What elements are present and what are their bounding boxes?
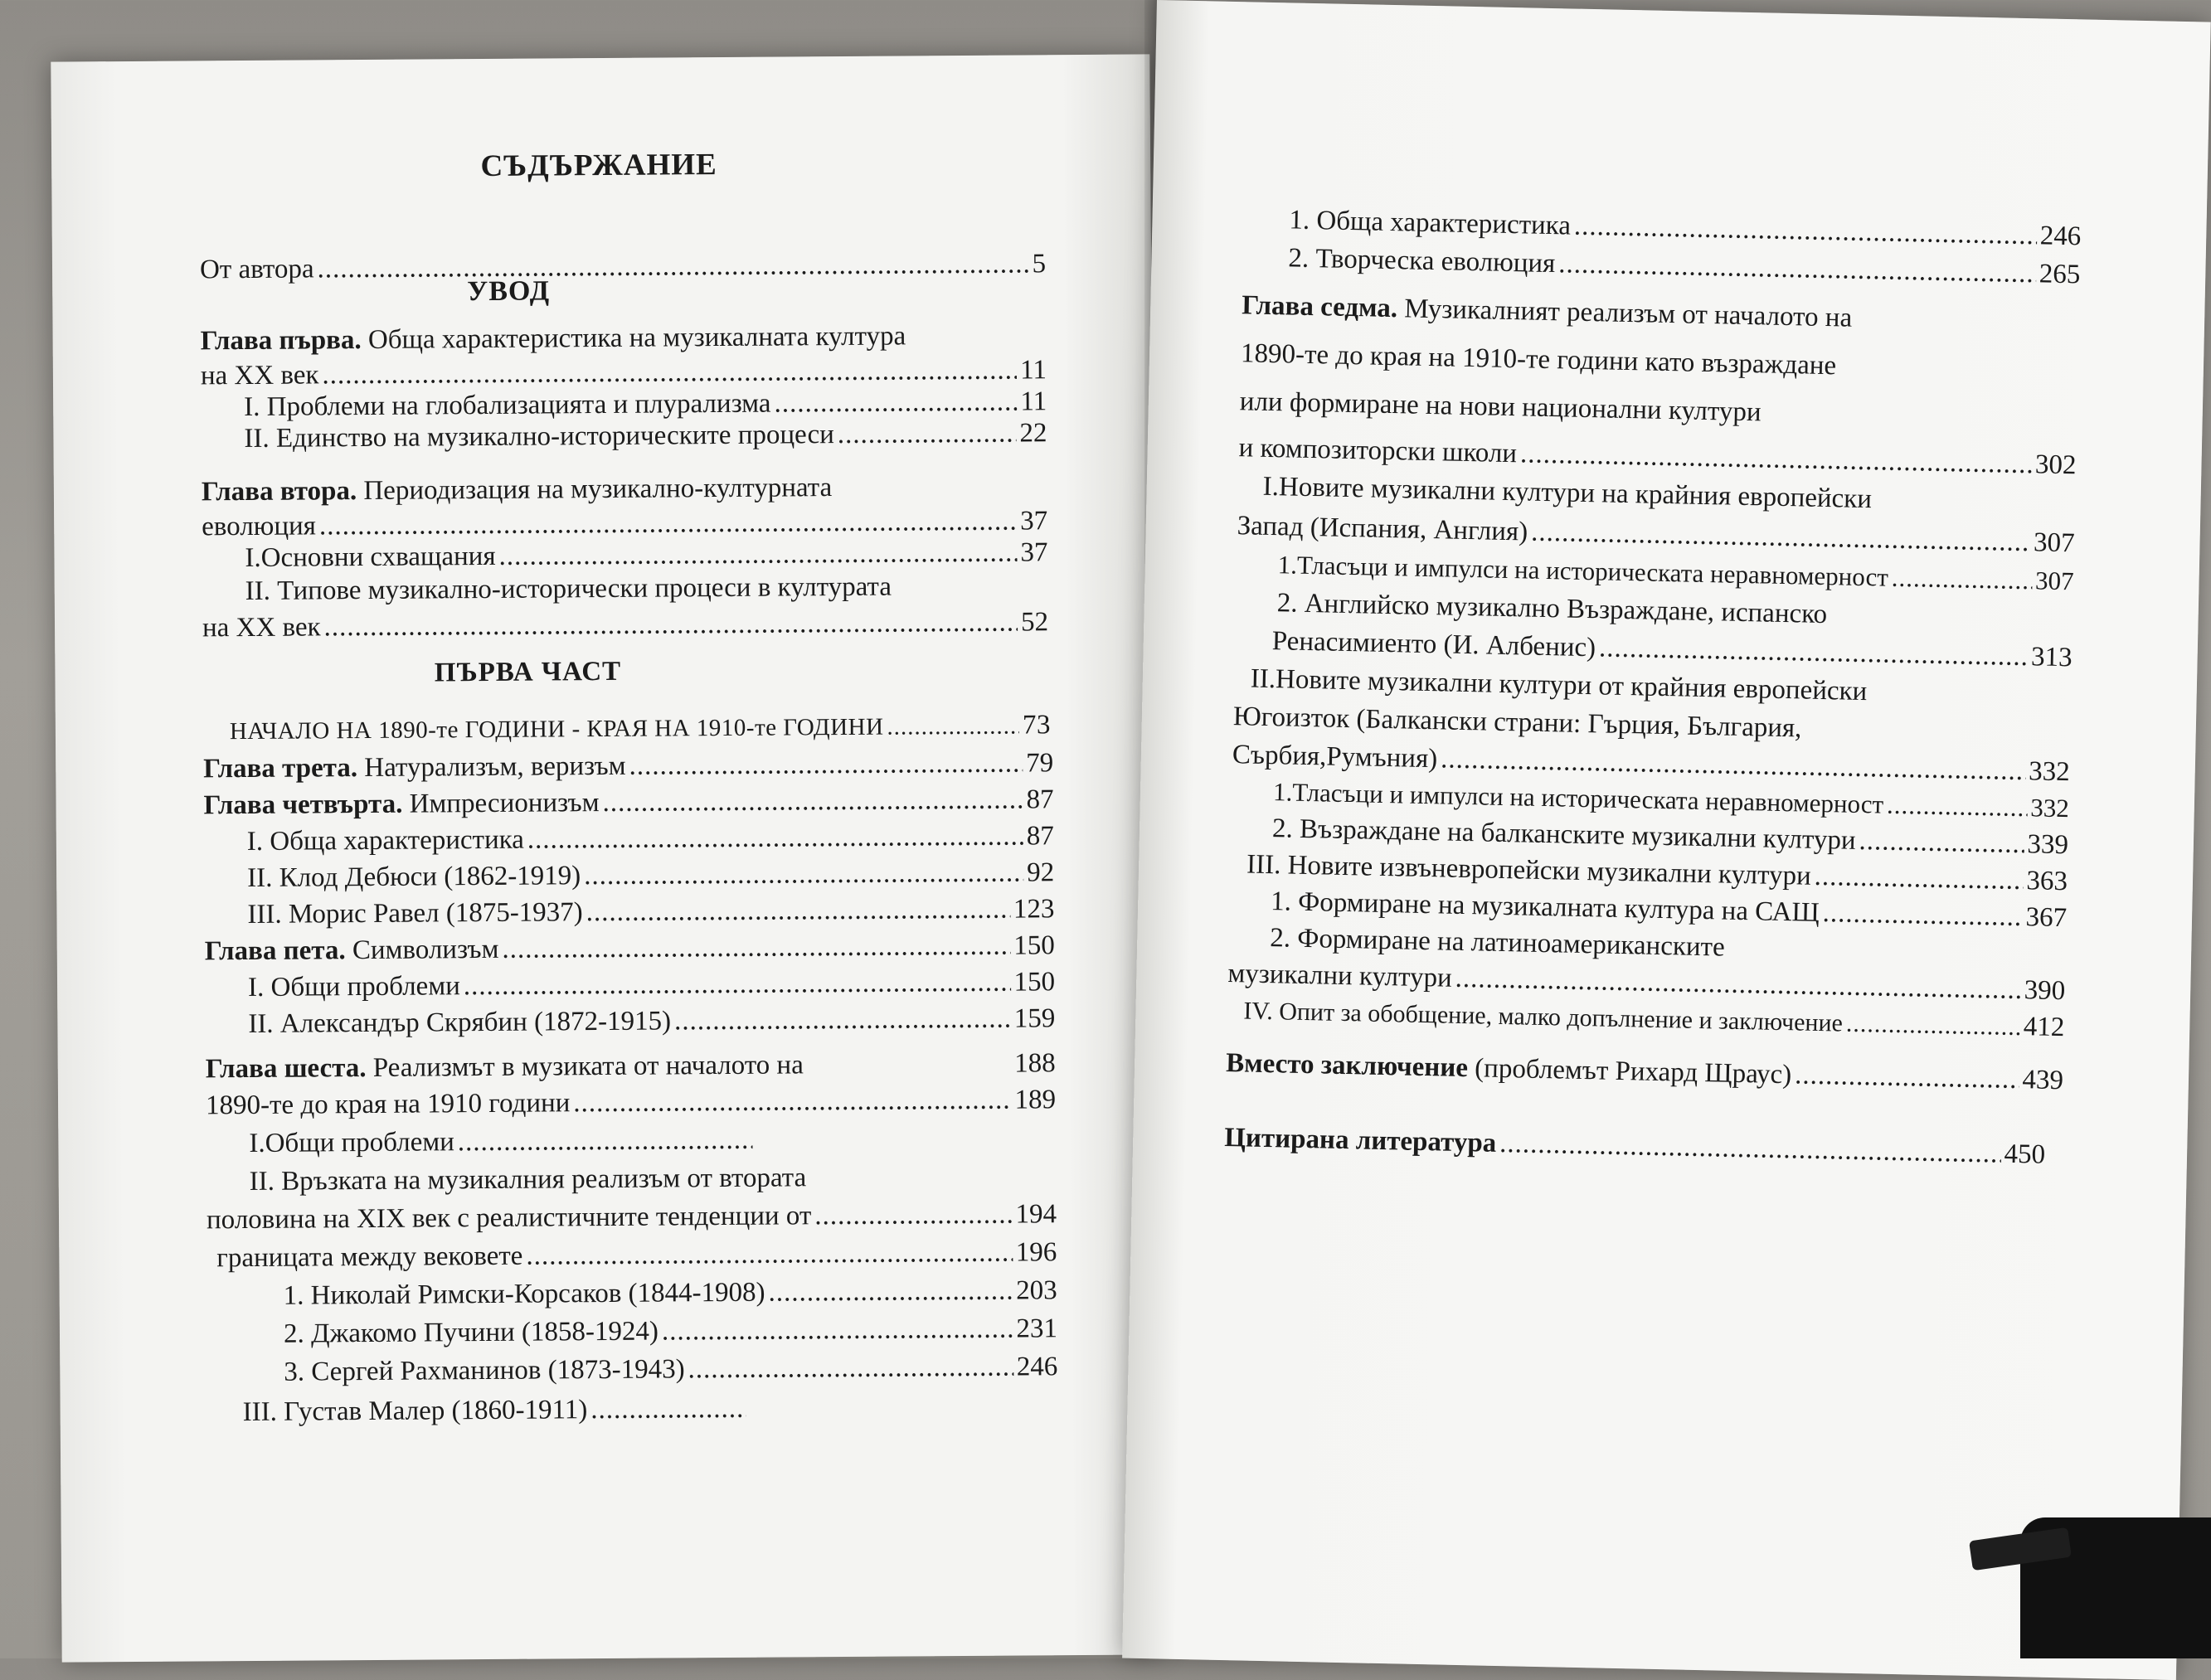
toc-entry <box>245 536 1047 575</box>
leader-dots <box>688 1351 1013 1386</box>
page-number: 412 <box>2023 1012 2065 1043</box>
chapter-label: Глава трета. <box>203 753 358 784</box>
leader-dots <box>464 966 1011 1003</box>
toc-entry-text: 1890-те до края на 1910-те години като възраждане <box>1240 338 1837 381</box>
leader-dots <box>674 1003 1011 1038</box>
toc-entry-text: I. Общи проблеми <box>247 971 460 1003</box>
toc-entry-text: 2. Английско музикално Възраждане, испанско <box>1276 588 1828 630</box>
toc-entry-text: Периодизация на музикално-културната <box>357 473 833 507</box>
toc-entry-text: От автора <box>199 254 314 285</box>
toc-entry <box>1270 921 1725 964</box>
leader-dots <box>527 819 1023 856</box>
toc-entry <box>248 1002 1055 1041</box>
toc-entry-text: Запад (Испания, Англия) <box>1237 511 1528 547</box>
page-number: 188 <box>1014 1048 1056 1079</box>
toc-entry-text: II. Типове музикално-исторически процеси в културата <box>245 571 892 607</box>
page-number: 52 <box>1020 607 1049 638</box>
toc-entry <box>1276 586 1827 631</box>
leader-dots <box>1574 210 2038 253</box>
toc-entry-text: 1. Формиране на музикалната култура на САЩ <box>1270 886 1820 928</box>
section-heading: УВОД <box>467 275 551 308</box>
chapter-label: Вместо заключение <box>1225 1048 1469 1084</box>
toc-entry-text: 1.Тласъци и импулси на историческата неравномерност <box>1272 777 1884 819</box>
toc-entry-text: I.Основни схващания <box>245 541 496 574</box>
toc-entry-text: I.Новите музикални култури на крайния европейски <box>1262 471 1873 515</box>
leader-dots <box>323 606 1018 644</box>
page-number: 246 <box>1016 1352 1058 1382</box>
leader-dots <box>498 537 1017 573</box>
leader-dots <box>1845 1008 2020 1044</box>
page-number: 265 <box>2038 259 2081 290</box>
toc-entry-text: I. Обща характеристика <box>246 824 524 857</box>
toc-entry-text: 1. Николай Римски-Корсаков (1844-1908) <box>283 1277 765 1311</box>
page-number: 307 <box>2033 527 2075 559</box>
toc-entry <box>284 1312 1057 1351</box>
toc-entry <box>206 1083 1056 1122</box>
leader-dots <box>1887 789 2028 825</box>
toc-entry-text: границата между вековете <box>216 1241 523 1274</box>
toc-entry-text: 1890-те до края на 1910 години <box>205 1088 571 1121</box>
leader-dots <box>1814 860 2024 897</box>
toc-entry <box>1262 470 1872 516</box>
leader-dots <box>1891 561 2032 598</box>
toc-entry <box>248 965 1055 1004</box>
toc-entry <box>1239 385 1762 429</box>
toc-entry-text: I. Проблеми на глобализацията и плурализма <box>244 388 771 423</box>
page-number: 159 <box>1013 1003 1056 1034</box>
chapter-label: Глава пета. <box>204 935 346 967</box>
toc-entry <box>1224 1121 2046 1172</box>
toc-entry <box>207 1197 1057 1236</box>
leader-dots <box>584 856 1023 892</box>
toc-entry <box>243 1391 790 1429</box>
toc-entry <box>202 605 1048 644</box>
toc-entry-text: III. Густав Малер (1860-1911) <box>242 1395 588 1428</box>
toc-entry <box>1250 663 1867 709</box>
leader-dots <box>1859 824 2024 861</box>
toc-entry-text <box>1224 1121 1497 1160</box>
toc-entry-text: I.Общи проблеми <box>249 1127 454 1159</box>
page-number: 150 <box>1013 967 1056 998</box>
toc-entry-title: Символизъм <box>345 934 499 966</box>
toc-entry <box>244 416 1047 455</box>
toc-entry-text <box>203 786 599 822</box>
toc-entry-text: половина на XIX век с реалистичните тенденции от <box>206 1201 812 1236</box>
toc-entry <box>1241 337 1837 382</box>
leader-dots <box>814 1198 1012 1233</box>
page-number: 363 <box>2026 866 2068 897</box>
toc-entry-text: еволюция <box>202 511 317 542</box>
toc-title: СЪДЪРЖАНИЕ <box>480 148 717 184</box>
toc-entry-text: на XX век <box>202 612 321 643</box>
chapter-label: Цитирана литература <box>1223 1123 1497 1158</box>
toc-entry-text: II. Александър Скрябин (1872-1915) <box>248 1006 672 1040</box>
leader-dots <box>629 746 1023 782</box>
toc-entry-text: II. Клод Дебюси (1862-1919) <box>247 861 581 894</box>
toc-entry-text: IV. Опит за обобщение, малко допълнение и заключение <box>1243 997 1844 1037</box>
toc-entry <box>203 783 1053 822</box>
toc-entry <box>200 319 906 357</box>
page-number: 313 <box>2030 642 2073 673</box>
toc-entry <box>216 1236 1057 1275</box>
toc-entry-text: II.Новите музикални култури от крайния европейски <box>1250 663 1868 707</box>
toc-entry <box>1226 1046 2064 1097</box>
page-number: 150 <box>1013 930 1055 961</box>
page-number: 302 <box>2034 449 2077 481</box>
leader-dots <box>887 710 1019 744</box>
left-page <box>51 54 1160 1662</box>
leader-dots <box>602 783 1023 819</box>
page-number: 87 <box>1026 821 1054 852</box>
page-number: 92 <box>1027 857 1055 888</box>
toc-entry <box>249 1123 796 1160</box>
toc-entry <box>202 471 833 508</box>
toc-entry <box>1242 289 1853 334</box>
toc-entry-text: 2. Творческа еволюция <box>1288 243 1556 279</box>
toc-entry-title: Реализмът в музиката от началото на <box>366 1050 804 1084</box>
toc-entry-text: Югоизток (Балкански страни: Гърция, България, <box>1232 702 1802 744</box>
page-number: 439 <box>2022 1065 2064 1096</box>
toc-entry-text: Сърбия,Румъния) <box>1232 740 1438 774</box>
page-number: 79 <box>1026 748 1054 779</box>
page-number: 22 <box>1019 418 1047 449</box>
toc-entry <box>1233 700 1802 745</box>
leader-dots <box>458 1124 752 1158</box>
leader-dots <box>1795 1058 2019 1096</box>
toc-entry-text: 1.Тласъци и импулси на историческата неравномерност <box>1277 550 1889 592</box>
toc-entry <box>247 819 1054 858</box>
toc-entry-text <box>203 750 626 786</box>
toc-entry-text <box>1226 1046 1792 1091</box>
toc-entry-title: (проблемът Рихард Щраус) <box>1467 1053 1792 1090</box>
leader-dots <box>1520 437 2033 481</box>
page-number: 73 <box>1022 710 1052 740</box>
page-number: 189 <box>1014 1085 1057 1115</box>
toc-entry-text: III. Морис Равел (1875-1937) <box>247 897 583 930</box>
toc-entry <box>206 1046 1056 1085</box>
toc-entry <box>284 1350 1057 1389</box>
toc-entry-title: Импресионизъм <box>402 788 600 819</box>
leader-dots <box>1499 1127 2001 1171</box>
page-number: 194 <box>1015 1199 1057 1230</box>
leader-dots <box>1822 896 2023 934</box>
right-page <box>1122 0 2211 1680</box>
leader-dots <box>768 1275 1013 1309</box>
page-number: 339 <box>2027 829 2069 861</box>
page-number: 37 <box>1020 506 1048 537</box>
toc-entry-title: Натурализъм, веризъм <box>357 750 626 784</box>
leader-dots <box>1558 247 2036 290</box>
toc-entry <box>247 856 1054 895</box>
leader-dots <box>1599 631 2029 673</box>
toc-entry-text: 3. Сергей Рахманинов (1873-1943) <box>284 1354 685 1387</box>
toc-entry-text: на XX век <box>200 360 319 391</box>
toc-entry-text: 2. Джакомо Пучини (1858-1924) <box>283 1316 659 1349</box>
toc-entry-text: музикални култури <box>1227 959 1453 993</box>
toc-entry-text: III. Новите извъневропейски музикални култури <box>1246 849 1812 891</box>
leader-dots <box>502 930 1010 966</box>
toc-entry <box>205 929 1055 968</box>
page-number: 123 <box>1013 894 1055 925</box>
page-number: 307 <box>2034 566 2074 596</box>
leader-dots <box>573 1084 1011 1120</box>
leader-dots <box>838 417 1017 452</box>
toc-entry-text <box>205 933 499 968</box>
chapter-label: Глава втора. <box>201 476 357 507</box>
toc-entry <box>245 571 892 608</box>
leader-dots <box>1531 516 2031 560</box>
toc-entry-text: Ренасимиенто (И. Албенис) <box>1271 626 1596 663</box>
toc-entry-text: НАЧАЛО НА 1890-те ГОДИНИ - КРАЯ НА 1910-те ГОДИНИ <box>229 713 884 745</box>
chapter-label: Глава четвърта. <box>203 789 403 821</box>
toc-entry-text: или формиране на нови национални култури <box>1239 386 1762 428</box>
leader-dots <box>526 1236 1013 1273</box>
leader-dots <box>590 1392 746 1426</box>
toc-entry <box>250 1161 807 1198</box>
leader-dots <box>662 1313 1013 1348</box>
toc-entry <box>230 708 1051 748</box>
page-number: 231 <box>1016 1313 1058 1344</box>
toc-entry <box>203 746 1053 785</box>
toc-entry-text: Обща характеристика на музикалната култура <box>361 321 906 356</box>
page-number: 367 <box>2025 902 2068 934</box>
page-number: 332 <box>2028 756 2071 788</box>
page-number: 246 <box>2039 221 2082 252</box>
toc-entry-text: 1. Обща характеристика <box>1289 205 1572 241</box>
page-number: 203 <box>1016 1275 1057 1306</box>
section-heading: ПЪРВА ЧАСТ <box>434 656 622 688</box>
page-number: 11 <box>1020 386 1047 417</box>
page-number: 450 <box>2004 1139 2046 1170</box>
binder-clip <box>2020 1517 2211 1658</box>
page-number: 37 <box>1020 537 1048 568</box>
toc-entry-text: и композиторски школи <box>1238 433 1518 469</box>
chapter-label: Глава шеста. <box>205 1053 367 1085</box>
toc-entry-text <box>206 1048 804 1085</box>
leader-dots <box>586 893 1010 930</box>
toc-entry <box>284 1274 1057 1313</box>
page-number: 5 <box>1032 249 1047 279</box>
chapter-label: Глава седма. <box>1241 290 1398 324</box>
page-number: 11 <box>1019 355 1047 386</box>
toc-entry <box>247 892 1054 931</box>
chapter-label: Глава първа. <box>200 325 362 357</box>
toc-entry-text: 2. Възраждане на балканските музикални култури <box>1271 813 1856 856</box>
leader-dots <box>774 386 1017 420</box>
page-number: 87 <box>1026 784 1054 815</box>
page-number: 196 <box>1015 1237 1057 1268</box>
toc-entry-text: 2. Формиране на латиноамериканските <box>1269 923 1726 963</box>
toc-entry-text: II. Единство на музикално-историческите процеси <box>244 420 834 454</box>
page-number: 390 <box>2024 975 2066 1007</box>
toc-entry-text: Музикалният реализъм от началото на <box>1397 294 1853 333</box>
page-number: 332 <box>2029 793 2070 823</box>
toc-entry-text: II. Връзката на музикалния реализъм от втората <box>249 1163 807 1197</box>
